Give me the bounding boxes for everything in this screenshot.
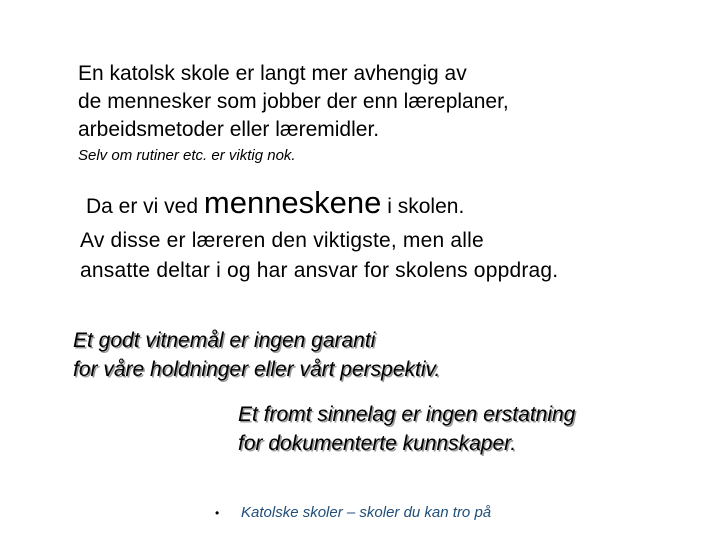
people-line-2: ansatte deltar i og har ansvar for skolens oppdrag. bbox=[80, 259, 559, 282]
piety-paragraph bbox=[238, 400, 575, 458]
people-suffix: i skolen. bbox=[381, 195, 465, 218]
diploma-line-1: Et godt vitnemål er ingen garanti bbox=[73, 329, 376, 352]
footer-slogan bbox=[215, 503, 491, 523]
piety-line-2: for dokumenterte kunnskaper. bbox=[238, 432, 517, 455]
diploma-paragraph bbox=[73, 326, 440, 384]
people-line-1: Av disse er læreren den viktigste, men alle bbox=[80, 229, 484, 252]
bullet-icon: • bbox=[215, 506, 220, 520]
intro-line-3: arbeidsmetoder eller læremidler. bbox=[78, 118, 380, 141]
intro-note: Selv om rutiner etc. er viktig nok. bbox=[78, 147, 296, 164]
diploma-line-2: for våre holdninger eller vårt perspektiv. bbox=[73, 358, 441, 381]
people-heading bbox=[86, 185, 465, 222]
footer-text: Katolske skoler – skoler du kan tro på bbox=[241, 504, 492, 521]
intro-line-1: En katolsk skole er langt mer avhengig av bbox=[78, 62, 467, 85]
people-prefix: Da er vi ved bbox=[86, 195, 204, 218]
intro-paragraph bbox=[78, 60, 509, 144]
piety-line-1: Et fromt sinnelag er ingen erstatning bbox=[238, 403, 576, 426]
people-emphasis: menneskene bbox=[203, 185, 382, 220]
people-paragraph bbox=[80, 226, 558, 286]
intro-line-2: de mennesker som jobber der enn læreplaner, bbox=[78, 90, 509, 113]
